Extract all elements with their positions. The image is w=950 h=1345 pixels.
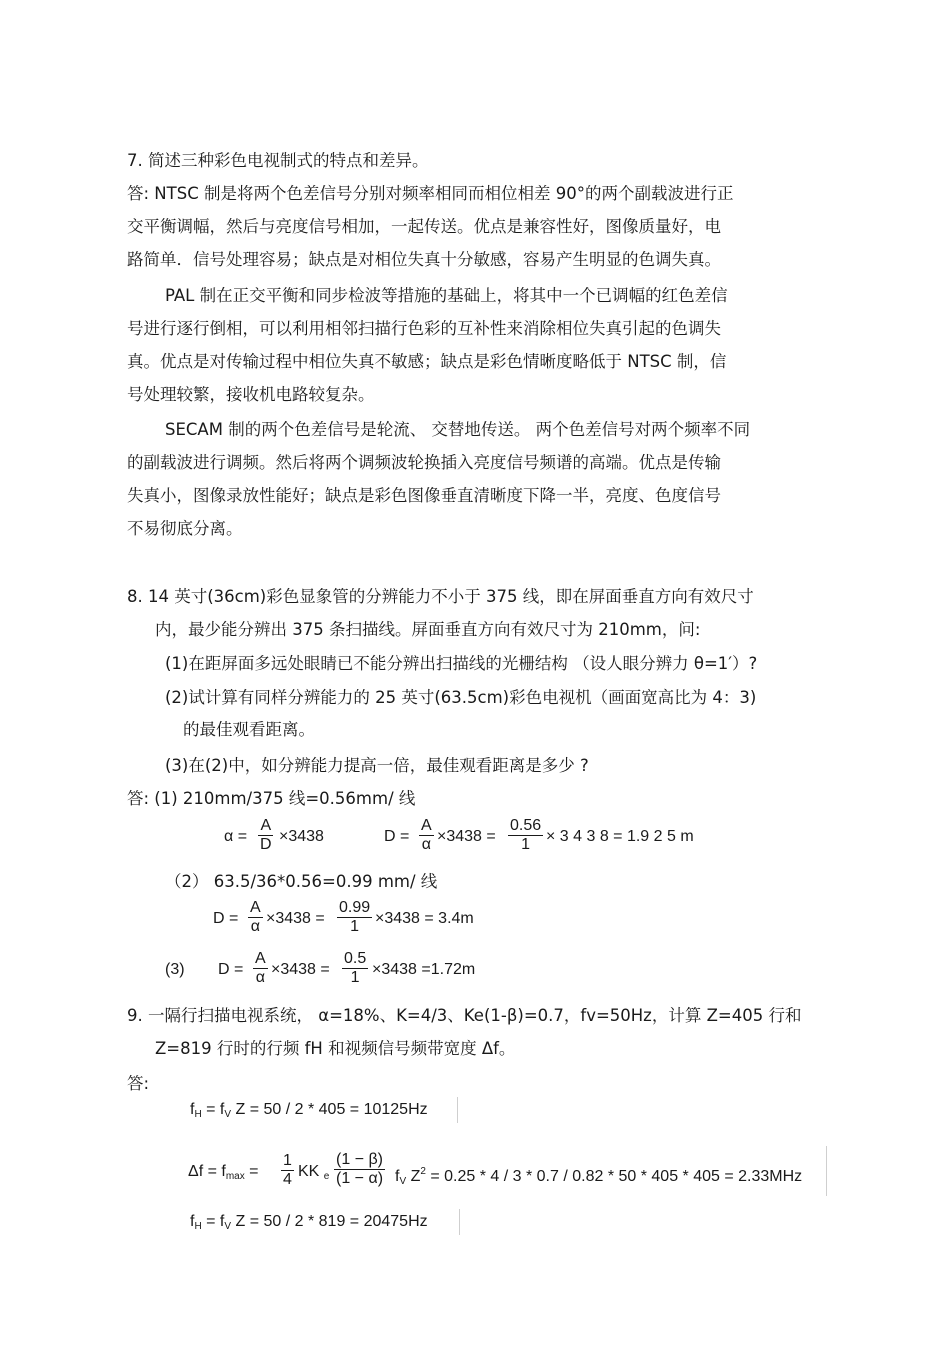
formula-text: = 0.25 * 4 / 3 * 0.7 / 0.82 * 50 * 405 * 405 = 2.33MHz <box>425 1168 803 1185</box>
formula-text: ×3438 = <box>266 910 325 927</box>
superscript: 2 <box>420 1166 426 1177</box>
numerator: A <box>260 817 272 834</box>
q8-line: 8. 14 英寸(36cm)彩色显象管的分辨能力不小于 375 线，即在屏面垂直方向有效尺寸 <box>127 587 754 606</box>
q7-line: 号进行逐行倒相，可以利用相邻扫描行色彩的互补性来消除相位失真引起的色调失 <box>127 319 721 338</box>
formula-divider <box>457 1097 458 1123</box>
subscript: V <box>224 1109 232 1120</box>
formula-divider <box>826 1146 827 1196</box>
subscript: H <box>194 1109 202 1120</box>
formula-text: Z = 50 / 2 * 405 = 10125Hz <box>235 1101 428 1118</box>
formula-text: KK <box>298 1163 320 1180</box>
formula-result: × 3 4 3 8 = 1.9 2 5 m <box>546 828 694 845</box>
fraction-056 <box>508 817 543 854</box>
df-formula-rest <box>395 1162 802 1192</box>
q8-line: (1)在距屏面多远处眼睛已不能分辨出扫描线的光栅结构 （设人眼分辨力 θ=1′）? <box>165 654 758 673</box>
formula-text: f <box>190 1101 195 1118</box>
q8-line: (2)试计算有同样分辨能力的 25 英寸(63.5cm)彩色电视机（画面宽高比为 4：3) <box>165 688 757 707</box>
denominator: (1 − α) <box>336 1170 384 1187</box>
fh-formula-819 <box>190 1212 428 1237</box>
formula-text: Δf = f <box>188 1163 226 1180</box>
q7-title: 7. 简述三种彩色电视制式的特点和差异。 <box>127 151 429 170</box>
numerator: 0.5 <box>344 950 367 967</box>
q7-line: PAL 制在正交平衡和同步检波等措施的基础上，将其中一个已调幅的红色差信 <box>165 286 728 305</box>
fraction-1-over-4 <box>281 1152 294 1189</box>
formula-result: ×3438 =1.72m <box>372 961 476 978</box>
formula-text: ×3438 <box>279 828 324 845</box>
q9-line: Z=819 行时的行频 fH 和视频信号频带宽度 Δf。 <box>155 1039 516 1058</box>
q9-line: 9. 一隔行扫描电视系统， α=18%、K=4/3、Ke(1-β)=0.7，fv=50Hz，计算 Z=405 行和 <box>127 1006 802 1025</box>
denominator: D <box>260 836 272 853</box>
q8-answer-1: 答: (1) 210mm/375 线=0.56mm/ 线 <box>127 789 416 808</box>
subscript: H <box>194 1221 202 1232</box>
denominator: α <box>255 969 265 986</box>
fraction-05 <box>342 950 368 987</box>
fraction-beta-over-alpha <box>334 1151 385 1188</box>
fraction-A-over-D <box>258 817 274 854</box>
formula-text: = f <box>201 1213 225 1230</box>
fraction-099 <box>337 899 372 936</box>
denominator: 1 <box>350 969 360 986</box>
numerator: 0.99 <box>339 899 371 916</box>
denominator: α <box>421 836 431 853</box>
q8-line: (3)在(2)中，如分辨能力提高一倍，最佳观看距离是多少 ? <box>165 756 589 775</box>
q7-line: 号处理较繁，接收机电路较复杂。 <box>127 385 375 404</box>
d-lhs: D = <box>213 910 239 927</box>
formula-text: Z <box>406 1168 421 1185</box>
fraction-A-over-alpha <box>419 817 434 854</box>
formula-text: Z = 50 / 2 * 819 = 20475Hz <box>235 1213 428 1230</box>
denominator: α <box>250 918 260 935</box>
fh-formula-405 <box>190 1100 428 1125</box>
fraction-A-over-alpha <box>248 899 263 936</box>
q7-line: 真。优点是对传输过程中相位失真不敏感；缺点是彩色情晰度略低于 NTSC 制，信 <box>127 352 727 371</box>
numerator: A <box>250 899 261 916</box>
q7-line: 的副载波进行调频。然后将两个调频波轮换插入亮度信号频谱的高端。优点是传输 <box>127 453 721 472</box>
q8-line: 的最佳观看距离。 <box>183 720 315 739</box>
numerator: (1 − β) <box>336 1151 384 1168</box>
denominator: 1 <box>350 918 360 935</box>
q7-line: 不易彻底分离。 <box>127 519 243 538</box>
q7-line: 失真小，图像录放性能好；缺点是彩色图像垂直清晰度下降一半，亮度、色度信号 <box>127 486 721 505</box>
q7-line: 路简单．信号处理容易；缺点是对相位失真十分敏感，容易产生明显的色调失真。 <box>127 250 721 269</box>
d-lhs: D = <box>384 828 410 845</box>
subscript: V <box>224 1221 232 1232</box>
fraction-A-over-alpha <box>253 950 268 987</box>
denominator: 4 <box>283 1171 292 1188</box>
subscript: V <box>399 1176 407 1187</box>
formula-text: f <box>190 1213 195 1230</box>
q8-answer-2: （2） 63.5/36*0.56=0.99 mm/ 线 <box>165 872 438 891</box>
d-lhs: D = <box>218 961 244 978</box>
formula-text: ×3438 = <box>437 828 496 845</box>
kke-text <box>298 1162 329 1187</box>
q7-line: SECAM 制的两个色差信号是轮流、 交替地传送。 两个色差信号对两个频率不同 <box>165 420 751 439</box>
alpha-lhs: α = <box>224 828 248 845</box>
q7-line: 交平衡调幅，然后与亮度信号相加，一起传送。优点是兼容性好，图像质量好，电 <box>127 217 721 236</box>
subscript: e <box>323 1171 330 1182</box>
q9-answer-label: 答: <box>127 1074 150 1093</box>
formula-text: f <box>395 1168 400 1185</box>
q8-answer-3-label: (3) <box>165 961 185 978</box>
numerator: A <box>421 817 432 834</box>
numerator: 0.56 <box>510 817 542 834</box>
formula-text: = f <box>201 1101 225 1118</box>
q8-line: 内，最少能分辨出 375 条扫描线。屏面垂直方向有效尺寸为 210mm，问: <box>155 620 701 639</box>
denominator: 1 <box>521 836 531 853</box>
formula-text: ×3438 = <box>271 961 330 978</box>
formula-divider <box>459 1209 460 1235</box>
df-formula-lhs <box>188 1162 259 1187</box>
formula-result: ×3438 = 3.4m <box>375 910 474 927</box>
numerator: A <box>255 950 266 967</box>
q7-line: 答: NTSC 制是将两个色差信号分别对频率相同而相位相差 90°的两个副载波进行正 <box>127 184 734 203</box>
formula-text: = <box>244 1163 259 1180</box>
subscript: max <box>225 1171 245 1182</box>
numerator: 1 <box>283 1152 292 1169</box>
